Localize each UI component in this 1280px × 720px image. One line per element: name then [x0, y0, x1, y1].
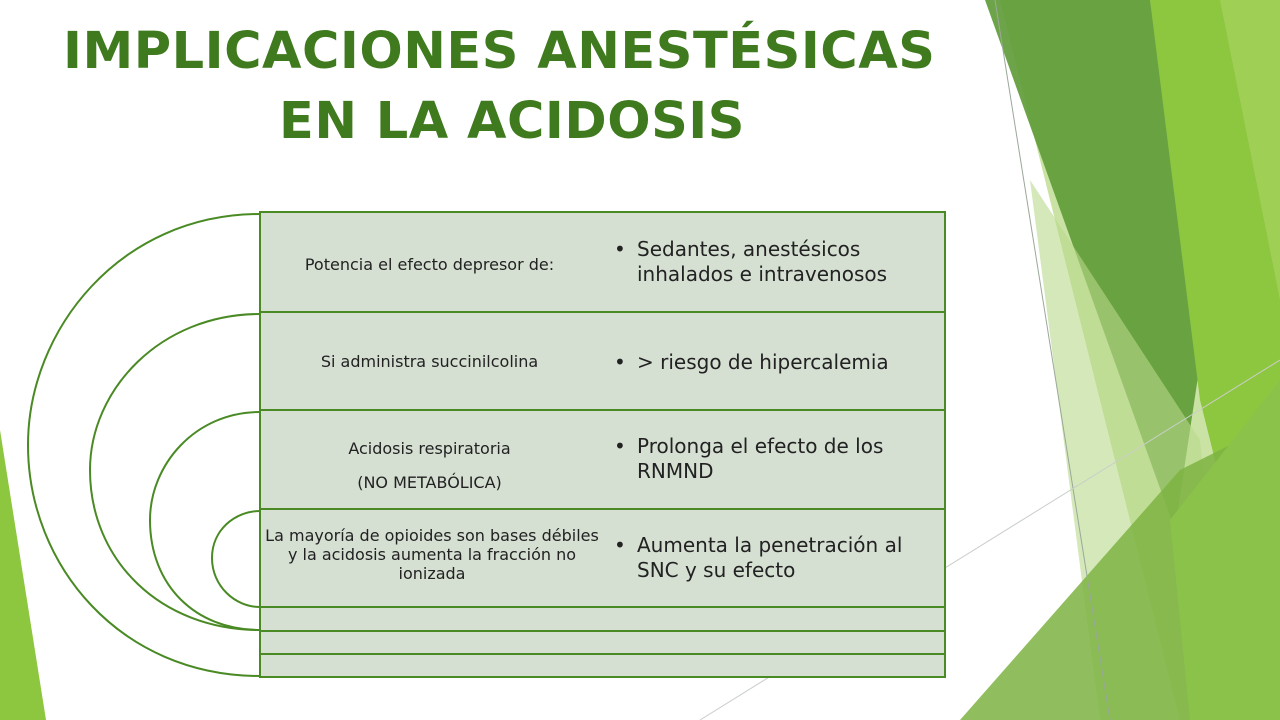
- row-2-label-line-1: Si administra succinilcolina: [320, 352, 539, 371]
- row-2-label: [262, 352, 597, 371]
- left-green-shard: [0, 430, 46, 720]
- page-title-line-1: IMPLICACIONES ANESTÉSICAS: [63, 22, 936, 81]
- row-4-detail: [614, 533, 932, 583]
- row-1-label-line-1: Potencia el efecto depresor de:: [304, 255, 555, 274]
- bullet-icon: •: [614, 533, 626, 557]
- nested-arcs: [28, 214, 260, 676]
- row-4-label-line-1: La mayoría de opioides son bases débiles y la acidosis aumenta la fracción no ionizada: [265, 526, 599, 583]
- page-title-line-2: EN LA ACIDOSIS: [279, 92, 745, 151]
- bullet-icon: •: [614, 237, 626, 261]
- row-3-detail: [614, 434, 932, 484]
- row-1-detail: [614, 237, 932, 287]
- row-4-detail-text: Aumenta la penetración al SNC y su efecto: [637, 533, 903, 582]
- row-3-label-line-1: Acidosis respiratoria: [348, 439, 511, 458]
- row-1-label: [262, 255, 597, 274]
- row-1-detail-text: Sedantes, anestésicos inhalados e intravenosos: [637, 237, 888, 286]
- row-3-detail-text: Prolonga el efecto de los RNMND: [637, 434, 884, 483]
- row-3-label-line-2: (NO METABÓLICA): [357, 473, 502, 492]
- row-2-detail-text: > riesgo de hipercalemia: [637, 350, 889, 374]
- row-4-label: [262, 526, 602, 583]
- row-2-detail: [614, 350, 932, 375]
- bullet-icon: •: [614, 350, 626, 374]
- bullet-icon: •: [614, 434, 626, 458]
- row-3-label: [262, 432, 597, 500]
